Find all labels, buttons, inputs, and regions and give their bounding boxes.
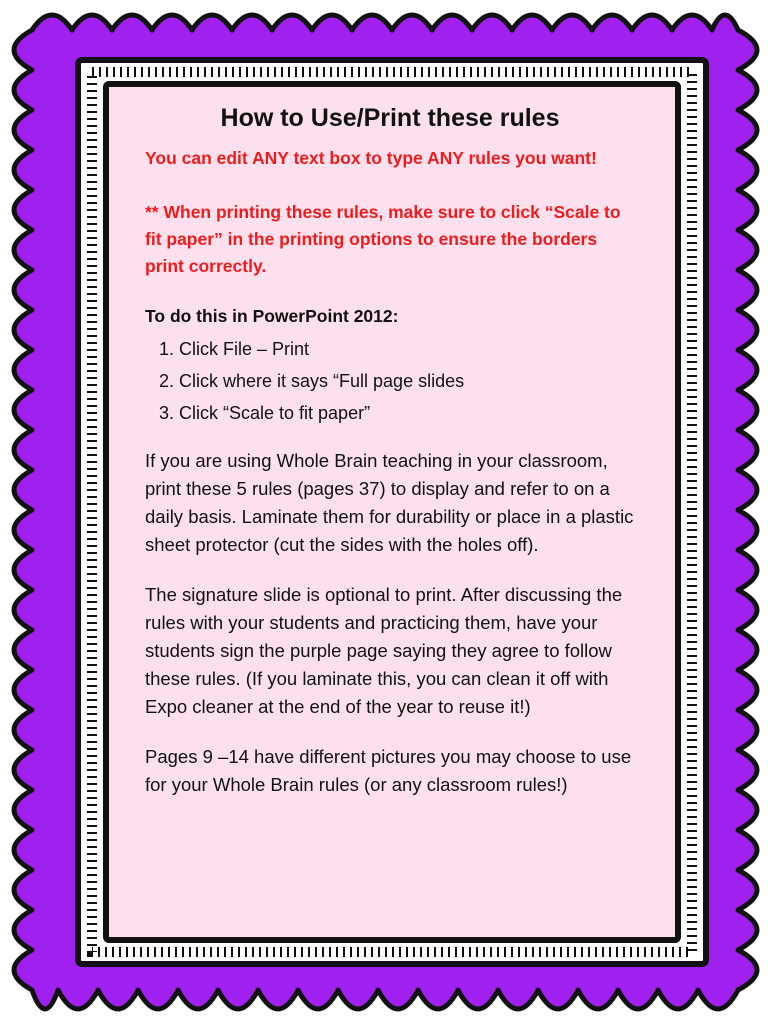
paragraph-signature: The signature slide is optional to print. After discussing the rules with your students and practicing them, have your students sign the purple page saying they agree to follow these rules. (If you laminate this, you can clean it off with Expo cleaner at the end of the year to reuse it!) xyxy=(145,584,623,717)
page-title: How to Use/Print these rules xyxy=(220,104,560,132)
paragraph-pictures: Pages 9 –14 have different pictures you may choose to use for your Whole Brain rules (or any classroom rules!) xyxy=(145,746,632,795)
paragraph-whole-brain: If you are using Whole Brain teaching in your classroom, print these 5 rules (pages 37) to display and refer to on a daily basis. Laminate them for durability or place in a plastic sheet protector (cut the sides with the holes off). xyxy=(145,450,634,555)
list-item: 3. Click “Scale to fit paper” xyxy=(179,397,635,429)
edit-note: You can edit ANY text box to type ANY rules you want! xyxy=(145,148,597,168)
instructions-heading: To do this in PowerPoint 2012: xyxy=(145,306,399,326)
steps-list xyxy=(145,333,635,429)
print-note: ** When printing these rules, make sure to click “Scale to fit paper” in the printing options to ensure the borders print correctly. xyxy=(145,202,621,276)
list-item: 2. Click where it says “Full page slides xyxy=(179,365,635,397)
list-item: 1. Click File – Print xyxy=(179,333,635,365)
rules-instructions xyxy=(145,98,635,799)
